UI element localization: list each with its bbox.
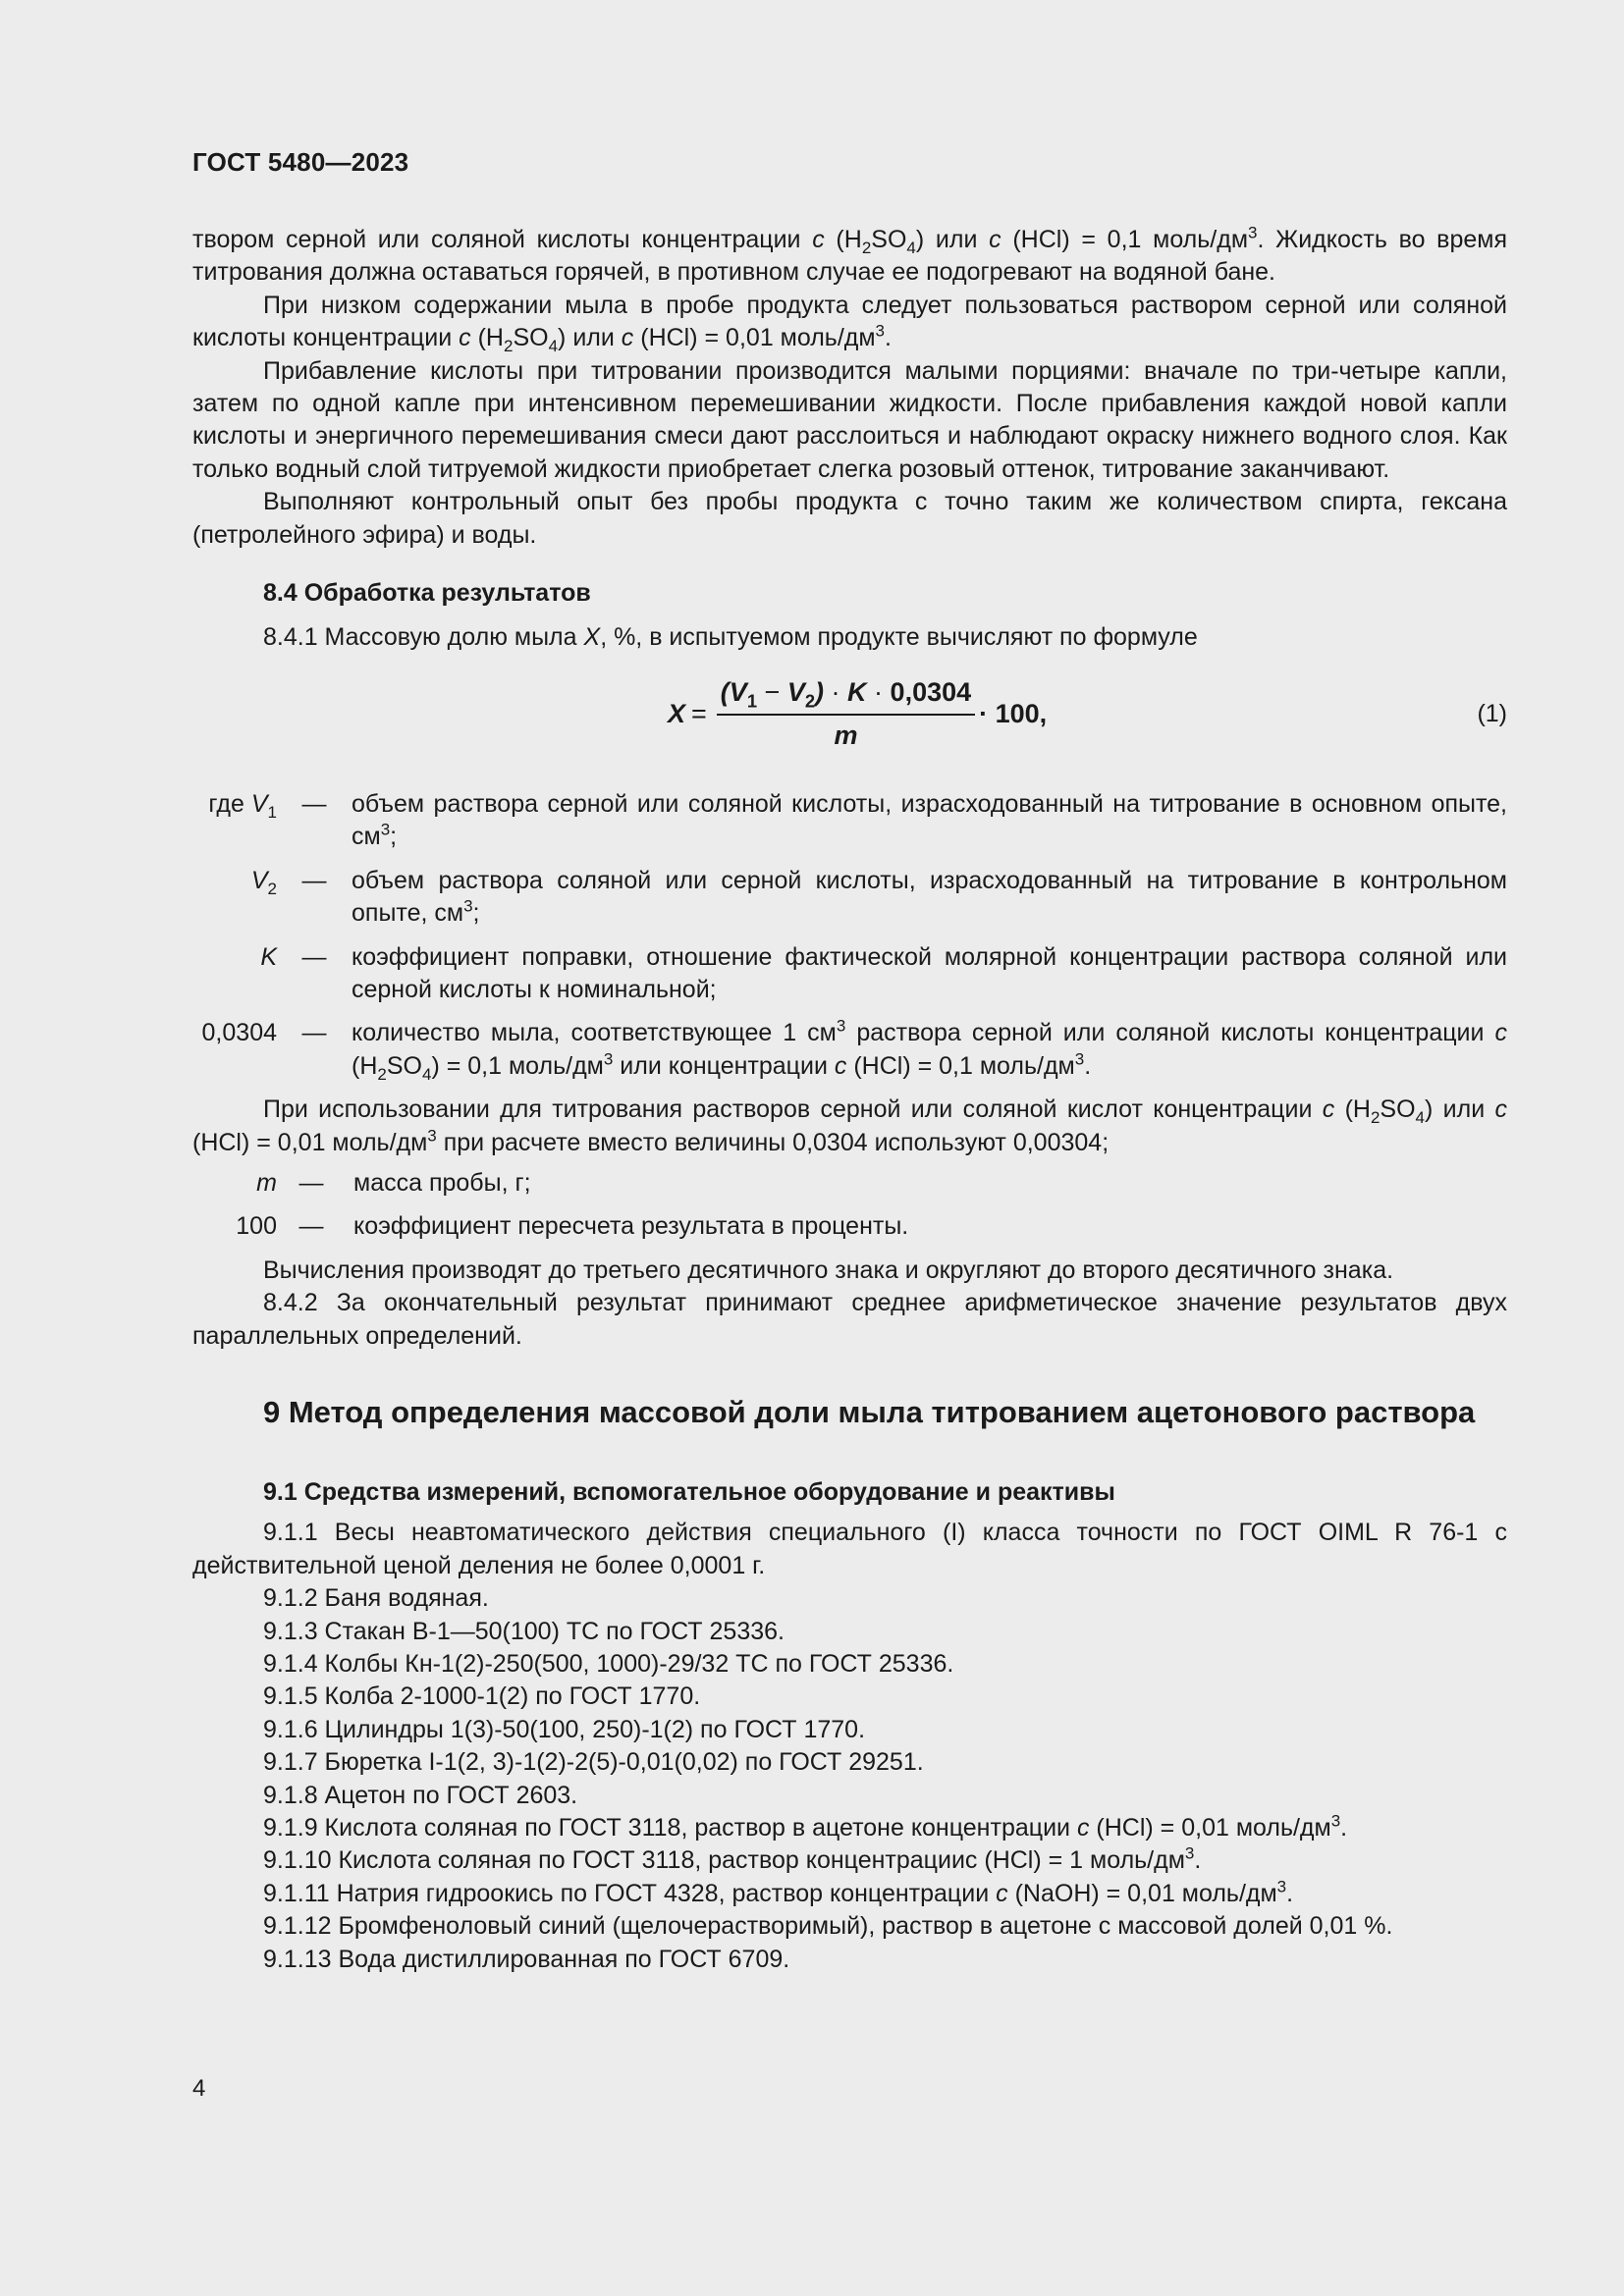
equation-number: (1): [1477, 699, 1507, 727]
definition-m: m — масса пробы, г;: [256, 1168, 531, 1197]
list-item: 9.1.10 Кислота соляная по ГОСТ 3118, раствор концентрациис (HCl) = 1 моль/$дм^3$.: [263, 1844, 1202, 1875]
section-heading-8-4: 8.4 Обработка результатов: [263, 579, 591, 608]
paragraph-titration-end: твором серной или соляной кислоты концентрации c $(H_2SO_4)$ или c (HCl) = 0,1 моль/$дм^3$. Жидкость во время титрования должна оставаться горячей, в противном случае ее подогревают на водяной бане.: [192, 223, 1507, 287]
paragraph-acid-addition: Прибавление кислоты при титровании производится малыми порциями: вначале по три-четыре капли, затем по одной капле при интенсивном перемешивании жидкости. После прибавления каждой новой капли кислоты и энергичного перемешивания смеси дают расслоиться и наблюдают окраску нижнего водного слоя. Как только водный слой титруемой жидкости приобретает слегка розовый оттенок, титрование заканчивают.: [192, 356, 1507, 483]
page-number: 4: [192, 2075, 206, 2102]
formula-factor: · 100,: [979, 699, 1048, 729]
list-item: 9.1.8 Ацетон по ГОСТ 2603.: [263, 1781, 578, 1809]
list-item: 9.1.2 Баня водяная.: [263, 1584, 489, 1613]
list-item: 9.1.13 Вода дистиллированная по ГОСТ 6709.: [263, 1945, 790, 1973]
document-header: ГОСТ 5480—2023: [192, 147, 409, 177]
list-item: 9.1.3 Стакан В-1—50(100) ТС по ГОСТ 25336.: [263, 1617, 785, 1645]
formula-denominator: m: [834, 720, 858, 750]
page-content: [192, 224, 1507, 1976]
list-item: 9.1.6 Цилиндры 1(3)-50(100, 250)-1(2) по ГОСТ 1770.: [263, 1715, 866, 1743]
variable-definitions: [192, 788, 1507, 1083]
paragraph-8-4-2: 8.4.2 За окончательный результат принимают среднее арифметическое значение результатов двух параллельных определений.: [192, 1289, 1507, 1350]
list-item: 9.1.11 Натрия гидроокись по ГОСТ 4328, раствор концентрации c (NaOH) = 0,01 моль/$дм^3$.: [263, 1877, 1294, 1907]
section-heading-9: 9 Метод определения массовой доли мыла титрованием ацетонового раствора: [263, 1394, 1476, 1429]
definition-100: 100 — коэффициент пересчета результата в проценты.: [236, 1212, 909, 1241]
formula-expression: X = $\frac{(V_1 - V_2) \cdot K \cdot 0,0304}{m}$ · 100,: [668, 663, 1047, 767]
paragraph-low-soap: При низком содержании мыла в пробе продукта следует пользоваться раствором серной или соляной кислоты концентрации c $(H_2SO_4)$ или c (HCl) = 0,01 моль/$дм^3$.: [192, 291, 1507, 356]
formula-lhs: X: [668, 699, 686, 729]
definition-v2: $V_2$ — объем раствора соляной или серной кислоты, израсходованный на титрование в контрольном опыте, $см^3$;: [250, 866, 1507, 928]
definition-k: K — коэффициент поправки, отношение фактической молярной концентрации раствора соляной или серной кислоты к номинальной;: [260, 942, 1507, 1003]
list-item: 9.1.4 Колбы Кн-1(2)-250(500, 1000)-29/32 ТС по ГОСТ 25336.: [263, 1650, 954, 1678]
formula-fraction: [717, 676, 975, 752]
list-item: 9.1.7 Бюретка I-1(2, 3)-1(2)-2(5)-0,01(0,02) по ГОСТ 29251.: [263, 1748, 924, 1777]
definition-v1: где $V_1$ — объем раствора серной или соляной кислоты, израсходованный на титрование в основном опыте, $см^3$;: [208, 789, 1507, 851]
section-heading-9-1: 9.1 Средства измерений, вспомогательное оборудование и реактивы: [263, 1477, 1115, 1506]
list-item: 9.1.1 Весы неавтоматического действия специального (I) класса точности по ГОСТ OIML R 76-1 с действительной ценой деления не более 0,0001 г.: [192, 1519, 1507, 1579]
equipment-list: [192, 1517, 1507, 1976]
formula-1: [192, 663, 1507, 767]
paragraph-calculation: Вычисления производят до третьего десятичного знака и округляют до второго десятичного знака.: [263, 1255, 1394, 1284]
paragraph-note-concentration: При использовании для титрования растворов серной или соляной кислот концентрации c $(H_2SO_4)$ или c (HCl) = 0,01 моль/$дм^3$ при расчете вместо величины 0,0304 используют 0,00304;: [192, 1095, 1508, 1156]
list-item: 9.1.12 Бромфеноловый синий (щелочерастворимый), раствор в ацетоне с массовой долей 0,01 %.: [263, 1912, 1393, 1941]
paragraph-8-4-1: 8.4.1 Массовую долю мыла X, %, в испытуемом продукте вычисляют по формуле: [263, 623, 1198, 652]
list-item: 9.1.9 Кислота соляная по ГОСТ 3118, раствор в ацетоне концентрации c (HCl) = 0,01 моль/$дм^3$.: [263, 1811, 1348, 1842]
variable-definitions-2: [192, 1167, 1507, 1244]
formula-numerator: $(V_1 - V_2) \cdot K \cdot 0,0304$: [720, 677, 972, 712]
list-item: 9.1.5 Колба 2-1000-1(2) по ГОСТ 1770.: [263, 1682, 701, 1711]
definition-coefficient: 0,0304 — количество мыла, соответствующее 1 $см^3$ раствора серной или соляной кислоты концентрации c $(H_2SO_4) = 0,1$ моль/$дм^3$ или концентрации c (HCl) = 0,1 моль/$дм^3$.: [201, 1016, 1507, 1084]
paragraph-control-test: Выполняют контрольный опыт без пробы продукта с точно таким же количеством спирта, гексана (петролейного эфира) и воды.: [192, 488, 1507, 549]
